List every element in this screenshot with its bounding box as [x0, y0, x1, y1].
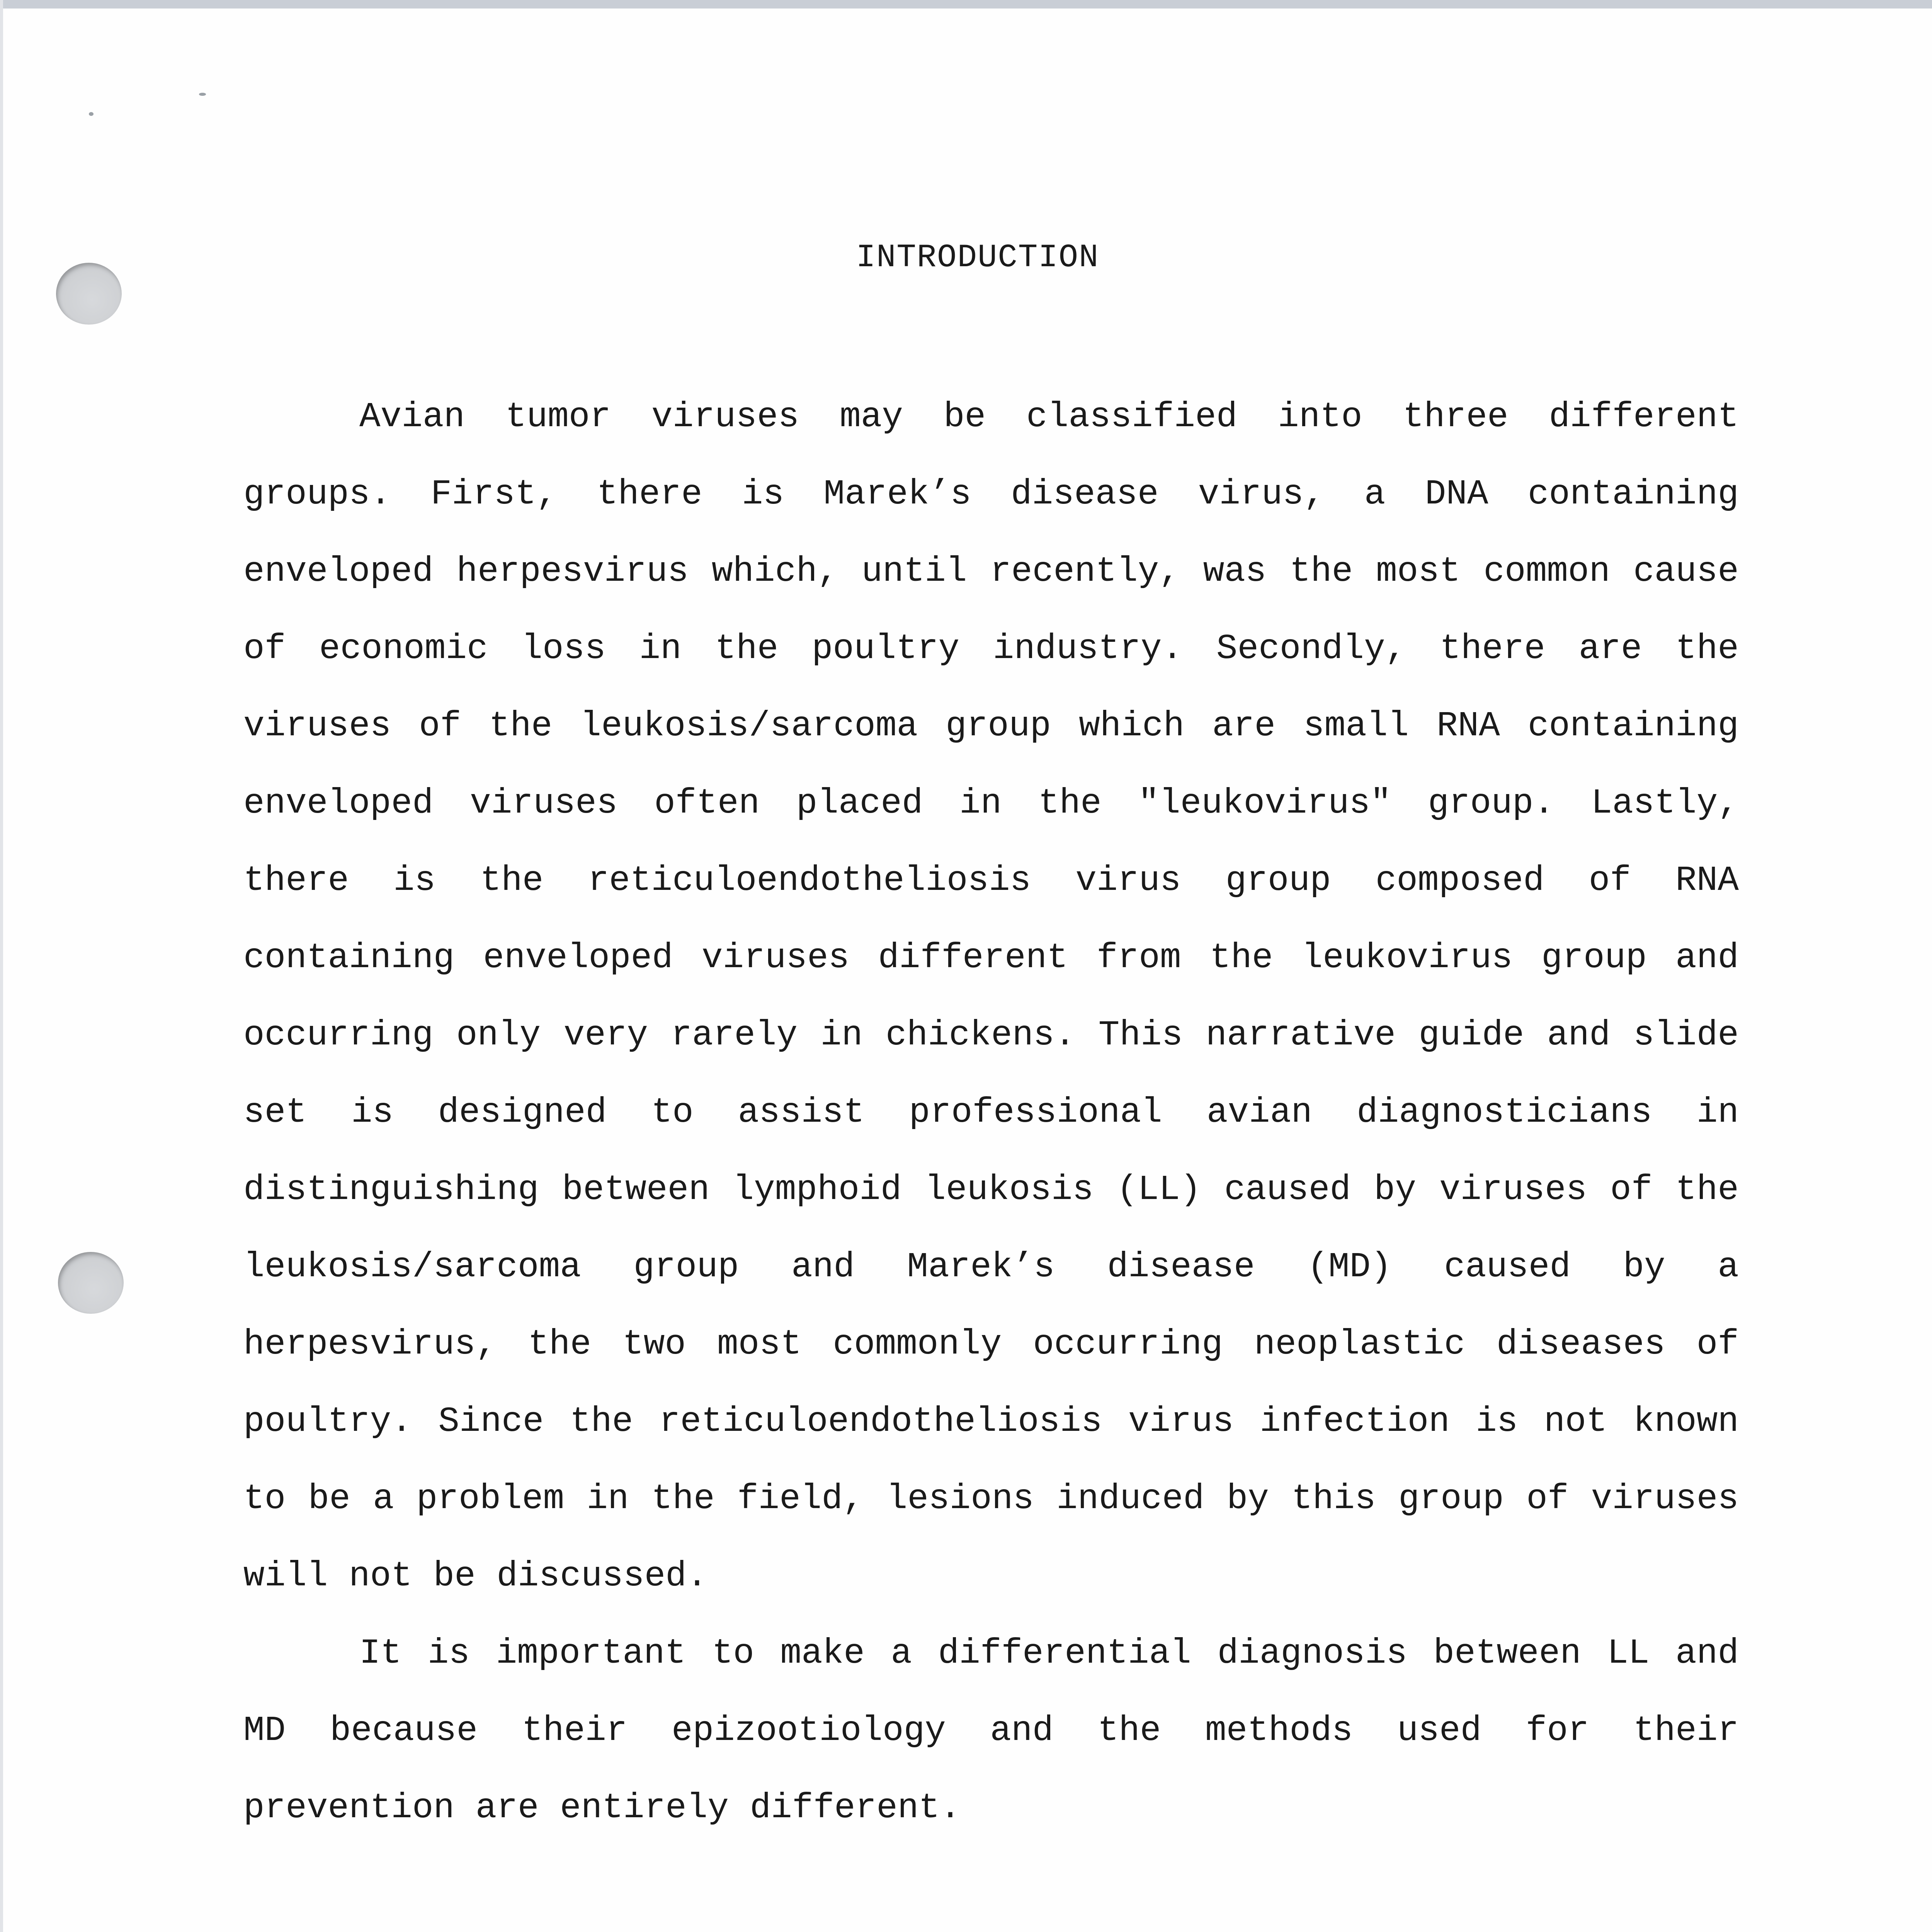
scan-top-edge — [0, 0, 1932, 9]
scan-speck — [199, 93, 206, 96]
body-text — [243, 379, 1739, 1847]
punch-hole-middle — [58, 1252, 124, 1314]
scan-speck — [89, 112, 94, 116]
page-title: INTRODUCTION — [856, 240, 1099, 276]
paragraph-1: Avian tumor viruses may be classified into three different groups. First, there is Marek’s disease virus, a DNA containing enveloped herpesvirus which, until recently, was the most common cause of economic loss in the poultry industry. Secondly, there are the viruses of the leukosis/sarcoma group which are small RNA containing enveloped viruses often placed in the "leukovirus" group. Lastly, there is the reticuloendotheliosis virus group composed of RNA containing enveloped viruses different from the leukovirus group and occurring only very rarely in chickens. This narrative guide and slide set is designed to assist professional avian diagnosticians in distinguishing between lymphoid leukosis (LL) caused by viruses of the leukosis/sarcoma group and Marek’s disease (MD) caused by a herpesvirus, the two most commonly occurring neoplastic diseases of poultry. Since the reticuloendotheliosis virus infection is not known to be a problem in the field, lesions induced by this group of viruses will not be discussed. — [243, 397, 1739, 1596]
scan-left-edge — [0, 0, 3, 1932]
paragraph-2: It is important to make a differential diagnosis between LL and MD because their epizootiology and the methods used for their prevention are entirely different. — [243, 1634, 1739, 1828]
